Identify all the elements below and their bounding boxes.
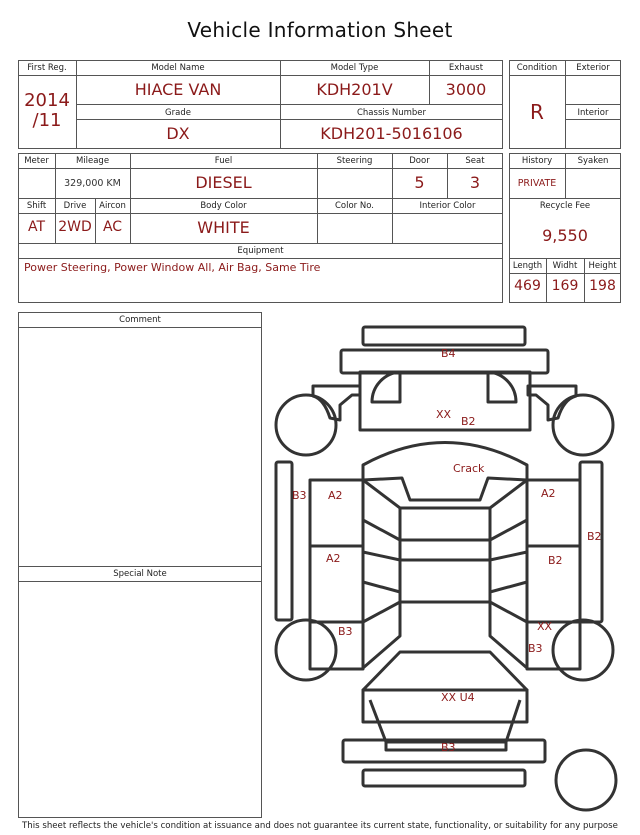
comment-label: Comment bbox=[119, 315, 161, 325]
damage-mark-a2-left-rear: A2 bbox=[326, 552, 341, 565]
damage-mark-b3-left: B3 bbox=[292, 489, 307, 502]
damage-mark-b3-right-low: B3 bbox=[528, 642, 543, 655]
equipment-label: Equipment bbox=[237, 246, 284, 256]
model-type-value: KDH201V bbox=[316, 80, 393, 99]
history-label: History bbox=[521, 156, 553, 166]
exterior-label: Exterior bbox=[576, 63, 610, 73]
condition-value: R bbox=[530, 100, 544, 124]
aircon-value: AC bbox=[102, 219, 123, 235]
recycle-fee-value: 9,550 bbox=[542, 226, 588, 245]
width-label: Widht bbox=[552, 261, 578, 271]
comment-box bbox=[18, 312, 262, 818]
interior-color-label: Interior Color bbox=[419, 201, 476, 211]
body-color-label: Body Color bbox=[200, 201, 247, 211]
seat-value: 3 bbox=[469, 173, 481, 192]
aircon-label: Aircon bbox=[99, 201, 126, 211]
exhaust-value: 3000 bbox=[445, 80, 487, 99]
fuel-value: DIESEL bbox=[195, 173, 252, 192]
color-no-label: Color No. bbox=[334, 201, 374, 211]
damage-mark-xx-u4-rear: XX U4 bbox=[441, 691, 475, 704]
special-note-label: Special Note bbox=[113, 569, 167, 579]
damage-mark-b4: B4 bbox=[441, 347, 456, 360]
recycle-fee-label: Recycle Fee bbox=[539, 201, 591, 211]
grade-value: DX bbox=[166, 124, 190, 143]
meter-label: Meter bbox=[24, 156, 49, 166]
model-type-label: Model Type bbox=[330, 63, 379, 73]
damage-mark-a2-right: A2 bbox=[541, 487, 556, 500]
damage-mark-b3-bottom: B3 bbox=[441, 741, 456, 754]
first-reg-month-value: /11 bbox=[32, 110, 62, 131]
damage-mark-b2-right-edge: B2 bbox=[587, 530, 602, 543]
mileage-value: 329,000 KM bbox=[64, 178, 121, 189]
drive-label: Drive bbox=[63, 201, 87, 211]
disclaimer-footer: This sheet reflects the vehicle's condition at issuance and does not guarantee its current state, functionality, or suitability for any purpose bbox=[22, 821, 618, 831]
vehicle-damage-diagram bbox=[268, 318, 634, 816]
model-name-value: HIACE VAN bbox=[134, 80, 222, 99]
body-color-value: WHITE bbox=[197, 218, 250, 237]
steering-label: Steering bbox=[336, 156, 373, 166]
first-reg-year-value: 2014 bbox=[24, 90, 70, 111]
width-value: 169 bbox=[551, 278, 579, 294]
length-label: Length bbox=[512, 261, 543, 271]
shift-label: Shift bbox=[26, 201, 47, 211]
height-label: Height bbox=[588, 261, 617, 271]
length-value: 469 bbox=[514, 278, 541, 294]
damage-mark-a2-left-front: A2 bbox=[328, 489, 343, 502]
shift-value: AT bbox=[27, 219, 46, 235]
drive-value: 2WD bbox=[58, 219, 92, 235]
first-reg-label: First Reg. bbox=[27, 63, 67, 73]
damage-mark-xx-right-low: XX bbox=[537, 620, 553, 633]
damage-mark-b3-left-low: B3 bbox=[338, 625, 353, 638]
seat-label: Seat bbox=[465, 156, 485, 166]
syaken-label: Syaken bbox=[577, 156, 609, 166]
damage-mark-b2-roof: B2 bbox=[461, 415, 476, 428]
chassis-number-label: Chassis Number bbox=[356, 108, 427, 118]
condition-label: Condition bbox=[516, 63, 558, 73]
interior-label: Interior bbox=[577, 108, 609, 118]
history-value: PRIVATE bbox=[517, 178, 557, 189]
chassis-number-value: KDH201-5016106 bbox=[320, 124, 463, 143]
fuel-label: Fuel bbox=[214, 156, 233, 166]
damage-mark-crack: Crack bbox=[453, 462, 485, 475]
door-value: 5 bbox=[414, 173, 425, 192]
model-name-label: Model Name bbox=[151, 63, 205, 73]
page-title: Vehicle Information Sheet bbox=[187, 18, 453, 42]
damage-mark-xx-roof: XX bbox=[436, 408, 452, 421]
equipment-value: Power Steering, Power Window All, Air Bag, Same Tire bbox=[24, 261, 321, 274]
grade-label: Grade bbox=[165, 108, 191, 118]
door-label: Door bbox=[409, 156, 430, 166]
damage-mark-b2-right-door: B2 bbox=[548, 554, 563, 567]
mileage-label: Mileage bbox=[75, 156, 110, 166]
height-value: 198 bbox=[589, 278, 616, 294]
exhaust-label: Exhaust bbox=[448, 63, 484, 73]
